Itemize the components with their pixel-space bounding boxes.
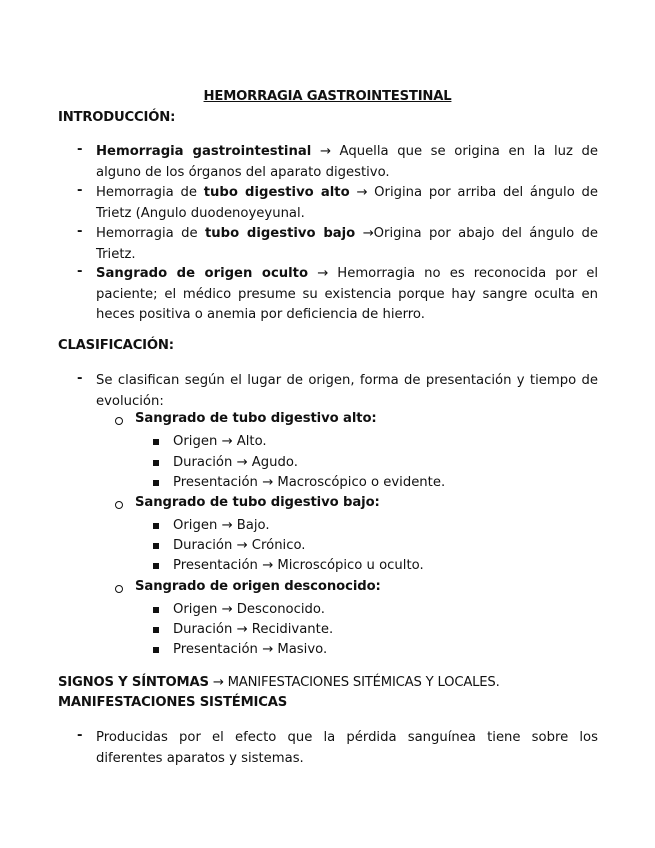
circle-bullet-icon [115, 585, 123, 593]
dash-bullet: - [77, 224, 83, 239]
signs-heading: SIGNOS Y SÍNTOMAS → MANIFESTACIONES SITÉMICAS Y LOCALES. [58, 675, 500, 690]
term-bold: tubo digestivo alto [203, 185, 350, 200]
square-bullet-icon [153, 523, 159, 529]
group-label: Sangrado de tubo digestivo bajo: [135, 495, 380, 510]
square-bullet-icon [153, 563, 159, 569]
dash-bullet: - [77, 183, 83, 198]
square-bullet-icon [153, 607, 159, 613]
square-bullet-icon [153, 439, 159, 445]
classification-intro-text: Se clasifican según el lugar de origen, forma de presentación y tiempo de evolución: [96, 373, 598, 409]
manifestations-heading: MANIFESTACIONES SISTÉMICAS [58, 695, 288, 710]
document-page: HEMORRAGIA GASTROINTESTINAL INTRODUCCIÓN: - Hemorragia gastrointestinal → Aquella que se origina en la luz de alguno de los órganos del aparato digestivo. - Hemorragia de tubo digestivo alto → Origina por arriba del ángulo de Trietz (Angulo duodenoyeyunal. - Hemorragia de tubo digestivo bajo →Origina por abajo del ángulo de Trietz. - Sangrado de origen oculto → Hemorragia no es reconocida por el paciente; el médico presume su existencia porque hay sangre oculta en heces positiva o anemia por deficiencia de hierro. CLASIFICACIÓN: - Se clasifican según el lugar de origen, forma de presentación y tiempo de evolución: Sangrado de tubo digestivo alto: Origen → Alto. Duración → Agudo. Presentación → Macroscópico o evidente. Sangrado de tubo digestivo bajo: Origen → Bajo. Duración → Crónico. Presentación → Microscópico u oculto. Sangrado de origen desconocido: Origen → Desconocido. Duración → Recidivante. Presentación → Masivo. SIGNOS Y SÍNTOMAS → MANIFESTACIONES SITÉMICAS Y LOCALES. MANIFESTACIONES SISTÉMICAS - Producidas por el efecto que la pérdida sanguínea tiene sobre los diferentes aparatos y sistemas. [0, 0, 655, 848]
dash-bullet: - [77, 371, 83, 386]
term-bold: tubo digestivo bajo [204, 226, 356, 241]
dash-bullet: - [77, 142, 83, 157]
circle-bullet-icon [115, 501, 123, 509]
document-title: HEMORRAGIA GASTROINTESTINAL [203, 89, 452, 104]
square-bullet-icon [153, 460, 159, 466]
signs-subtitle: → MANIFESTACIONES SITÉMICAS Y LOCALES. [208, 675, 500, 690]
circle-bullet-icon [115, 417, 123, 425]
square-bullet-icon [153, 647, 159, 653]
term-definition: → Origina por arriba del ángulo de Trietz (Angulo duodenoyeyunal. [96, 185, 598, 221]
square-bullet-icon [153, 480, 159, 486]
term-bold: Sangrado de origen oculto [96, 266, 309, 281]
group-label: Sangrado de tubo digestivo alto: [135, 411, 377, 426]
term-prefix: Hemorragia de [96, 185, 204, 200]
group-label: Sangrado de origen desconocido: [135, 579, 381, 594]
term-definition: → Aquella que se origina en la luz de alguno de los órganos del aparato digestivo. [96, 144, 598, 180]
dash-bullet: - [77, 728, 83, 743]
term-definition: →Origina por abajo del ángulo de Trietz. [96, 226, 599, 262]
square-bullet-icon [153, 543, 159, 549]
manifestations-text: Producidas por el efecto que la pérdida sanguínea tiene sobre los diferentes aparatos y sistemas. [96, 730, 598, 766]
intro-heading: INTRODUCCIÓN: [58, 110, 176, 125]
term-definition: → Hemorragia no es reconocida por el paciente; el médico presume su existencia porque hay sangre oculta en heces positiva o anemia por deficiencia de hierro. [96, 266, 598, 322]
dash-bullet: - [77, 264, 83, 279]
classification-heading: CLASIFICACIÓN: [58, 338, 174, 353]
term-prefix: Hemorragia de [96, 226, 205, 241]
term-bold: Hemorragia gastrointestinal [96, 144, 312, 159]
square-bullet-icon [153, 627, 159, 633]
